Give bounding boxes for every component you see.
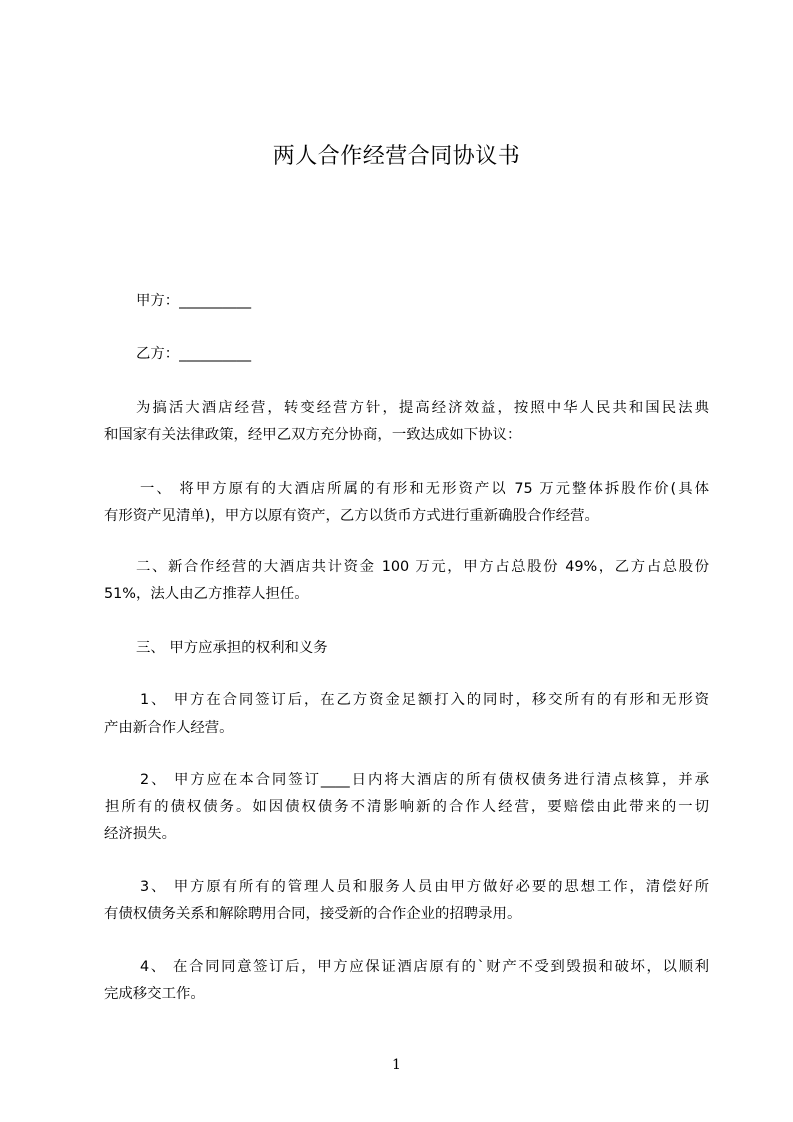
item-1-line-1: 1、 甲方在合同签订后，在乙方资金足额打入的同时，移交所有的有形和无形资	[140, 692, 709, 708]
party-b-line: 乙方：__________	[136, 346, 252, 362]
item-2-line-1: 2、 甲方应在本合同签订____日内将大酒店的所有债权债务进行清点核算，并承	[140, 772, 709, 788]
item-1-line-2: 产由新合作人经营。	[104, 720, 234, 736]
clause-1-line-2: 有形资产见清单)，甲方以原有资产，乙方以货币方式进行重新确股合作经营。	[104, 508, 599, 524]
item-4-line-2: 完成移交工作。	[104, 986, 205, 1002]
intro-paragraph-line-1: 为搞活大酒店经营，转变经营方针，提高经济效益，按照中华人民共和国民法典	[136, 400, 709, 416]
item-4-line-1: 4、 在合同同意签订后，甲方应保证酒店原有的`财产不受到毁损和破坏，以顺利	[140, 959, 709, 975]
clause-2-line-2: 51%，法人由乙方推荐人担任。	[104, 586, 309, 602]
intro-paragraph-line-2: 和国家有关法律政策，经甲乙双方充分协商，一致达成如下协议：	[104, 427, 522, 443]
page-number: 1	[392, 1057, 401, 1073]
clause-2-line-1: 二、新合作经营的大酒店共计资金 100 万元，甲方占总股份 49%，乙方占总股份	[136, 559, 709, 575]
item-2-line-3: 经济损失。	[104, 826, 176, 842]
item-2-line-2: 担所有的债权债务。如因债权债务不清影响新的合作人经营，要赔偿由此带来的一切	[105, 799, 709, 815]
clause-3-heading: 三、 甲方应承担的权利和义务	[136, 640, 328, 656]
clause-1-line-1: 一、 将甲方原有的大酒店所属的有形和无形资产以 75 万元整体拆股作价(具体	[140, 481, 709, 497]
item-3-line-1: 3、 甲方原有所有的管理人员和服务人员由甲方做好必要的思想工作，清偿好所	[140, 879, 709, 895]
party-a-line: 甲方：__________	[136, 293, 252, 309]
item-3-line-2: 有债权债务关系和解除聘用合同，接受新的合作企业的招聘录用。	[104, 906, 522, 922]
document-title: 两人合作经营合同协议书	[272, 144, 521, 169]
